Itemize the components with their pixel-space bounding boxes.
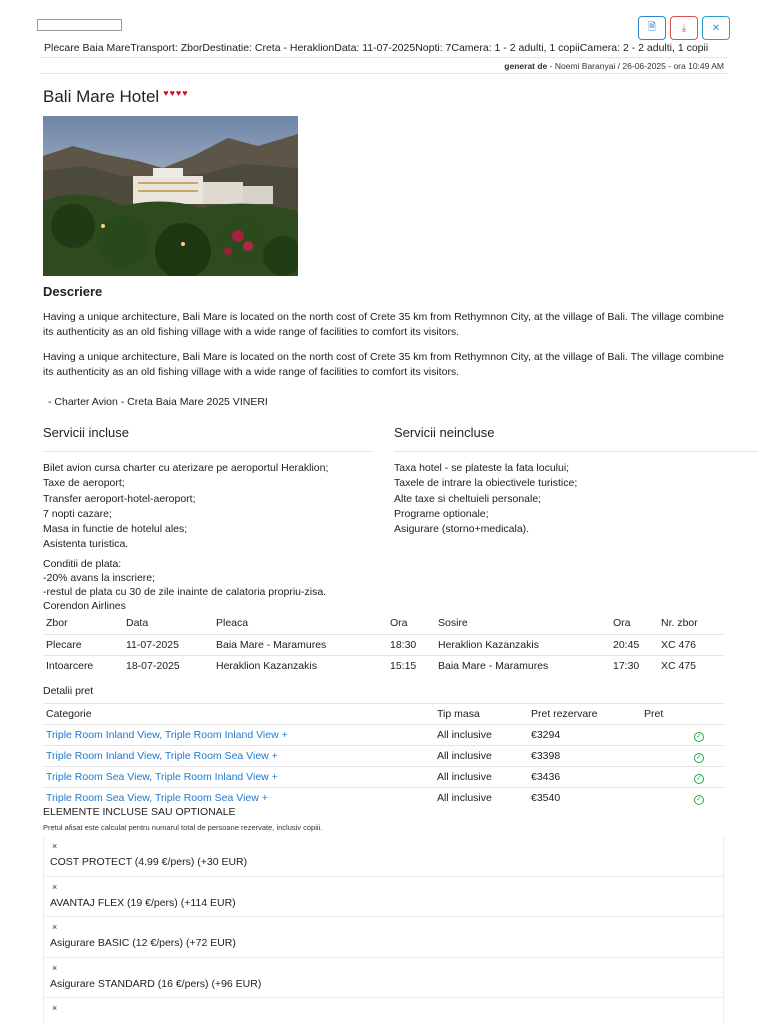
- check-icon[interactable]: ✓: [694, 732, 704, 742]
- table-cell: 18-07-2025: [123, 655, 213, 676]
- table-cell: [641, 788, 724, 809]
- column-header: Ora: [613, 617, 631, 630]
- room-category-link[interactable]: Triple Room Inland View, Triple Room Sea View +: [46, 750, 278, 762]
- table-cell: XC 475: [658, 655, 724, 676]
- column-header: Tip masa: [434, 704, 528, 725]
- room-category-link[interactable]: Triple Room Sea View, Triple Room Sea View +: [46, 792, 268, 805]
- info-camera-1: Camera: 1 - 2 adulti, 1 copii: [451, 42, 580, 54]
- table-cell: €3294: [528, 725, 641, 746]
- option-item: [43, 917, 724, 958]
- list-item: 7 nopti cazare;: [43, 507, 112, 520]
- list-item: Taxe de aeroport;: [43, 477, 125, 490]
- conditions-line: -restul de plata cu 30 de zile inainte de calatoria propriu-zisa.: [43, 586, 327, 598]
- table-cell: Heraklion Kazanzakis: [213, 655, 387, 676]
- table-cell: [43, 725, 434, 746]
- list-item: Alte taxe si cheltuieli personale;: [394, 492, 542, 505]
- column-header: Sosire: [438, 617, 468, 630]
- table-cell: All inclusive: [434, 725, 528, 746]
- list-item: Asigurare (storno+medicala).: [394, 523, 530, 536]
- table-row: [43, 634, 724, 655]
- hotel-name: Bali Mare Hotel: [43, 87, 160, 106]
- hotel-rating: ♥♥♥♥: [163, 88, 189, 98]
- column-header: Categorie: [43, 704, 434, 725]
- column-header: Pret: [641, 704, 724, 725]
- table-cell: [641, 725, 724, 746]
- option-label: Asigurare STANDARD (16 €/pers) (+96 EUR): [50, 977, 262, 990]
- hotel-title: [43, 87, 189, 107]
- table-cell: [43, 767, 434, 788]
- option-item: [43, 998, 724, 1024]
- table-cell: All inclusive: [434, 788, 528, 809]
- table-cell: [43, 746, 434, 767]
- included-services-list: [43, 461, 328, 553]
- divider: [43, 451, 373, 452]
- download-icon: ⤓: [681, 22, 687, 34]
- airline-name: Corendon Airlines: [43, 600, 126, 612]
- elements-heading: ELEMENTE INCLUSE SAU OPTIONALE: [43, 806, 236, 818]
- table-cell: Plecare: [43, 634, 123, 655]
- action-toolbar: [638, 16, 730, 40]
- generated-by: [504, 61, 724, 71]
- divider: [40, 57, 728, 58]
- table-row: [43, 746, 724, 767]
- generated-text: - Noemi Baranyai / 26-06-2025 - ora 10:49 AM: [547, 61, 724, 71]
- table-cell: 11-07-2025: [123, 634, 213, 655]
- included-services-heading: Servicii incluse: [43, 425, 129, 440]
- excluded-services-heading: Servicii neincluse: [394, 425, 495, 440]
- elements-note: Pretul afisat este calculat pentru numarul total de persoane rezervate, inclusiv copiii.: [43, 823, 323, 832]
- description-paragraph-1: Having a unique architecture, Bali Mare is located on the north cost of Crete 35 km from Rethymnon City, at the village of Bali. The village combine its authenticity as an old fishing village with a wide range of facilities to comfort its visitors.: [43, 311, 724, 338]
- room-category-link[interactable]: Triple Room Sea View, Triple Room Inland View +: [46, 771, 278, 783]
- table-cell: All inclusive: [434, 746, 528, 767]
- table-cell: Baia Mare - Maramures: [213, 634, 387, 655]
- table-row: [43, 655, 724, 676]
- table-row: [43, 767, 724, 788]
- info-plecare: Plecare Baia Mare: [44, 42, 131, 54]
- column-header: Ora: [390, 617, 408, 630]
- info-camera-2: Camera: 2 - 2 adulti, 1 copii: [579, 42, 709, 54]
- remove-option-icon[interactable]: ×: [52, 841, 58, 851]
- list-item: Asistenta turistica.: [43, 538, 129, 551]
- option-label: COST PROTECT (4.99 €/pers) (+30 EUR): [50, 856, 248, 868]
- table-row: [43, 725, 724, 746]
- remove-option-icon[interactable]: ×: [52, 881, 58, 892]
- table-cell: €3398: [528, 746, 641, 767]
- top-input-box[interactable]: [37, 19, 122, 31]
- table-cell: Heraklion Kazanzakis: [435, 634, 610, 655]
- hotel-photo-image: [43, 116, 298, 276]
- info-data: Data: 11-07-2025: [334, 42, 416, 54]
- list-item: Programe optionale;: [394, 507, 489, 520]
- remove-option-icon[interactable]: ×: [52, 1003, 58, 1013]
- table-cell: 15:15: [387, 655, 435, 676]
- trip-info-line: [44, 42, 734, 54]
- option-item: [43, 958, 724, 999]
- close-icon: ✕: [711, 22, 721, 34]
- remove-option-icon[interactable]: ×: [52, 962, 58, 973]
- check-icon[interactable]: ✓: [694, 795, 704, 805]
- list-item: Bilet avion cursa charter cu aterizare pe aeroportul Heraklion;: [43, 462, 329, 474]
- list-item: Taxa hotel - se plateste la fata locului;: [394, 462, 570, 474]
- table-header-row: [43, 613, 724, 634]
- remove-option-icon[interactable]: ×: [52, 922, 58, 932]
- price-details-title: Detalii pret: [43, 685, 94, 697]
- charter-info: - Charter Avion - Creta Baia Mare 2025 VINERI: [48, 396, 268, 408]
- payment-conditions: [43, 557, 326, 599]
- option-label: Asigurare BASIC (12 €/pers) (+72 EUR): [50, 937, 236, 949]
- table-cell: Baia Mare - Maramures: [435, 655, 610, 676]
- info-destinatie: Destinatie: Creta - Heraklion: [202, 42, 335, 54]
- table-header-row: [43, 704, 724, 725]
- option-label: AVANTAJ FLEX (19 €/pers) (+114 EUR): [50, 896, 236, 909]
- table-cell: 20:45: [610, 634, 658, 655]
- options-list: [43, 836, 724, 1024]
- hotel-photo: [43, 116, 298, 276]
- generated-label: generat de: [504, 61, 548, 71]
- flights-table: [43, 613, 724, 676]
- description-paragraph-2: Having a unique architecture, Bali Mare is located on the north cost of Crete 35 km from Rethymnon City, at the village of Bali. The village combine its authenticity as an old fishing village with a wide range of facilities to comfort its visitors.: [43, 351, 724, 378]
- check-icon[interactable]: ✓: [694, 774, 704, 784]
- info-transport: Transport: Zbor: [130, 42, 203, 54]
- list-item: Masa in functie de hotelul ales;: [43, 523, 188, 536]
- conditions-line: -20% avans la inscriere;: [43, 572, 156, 584]
- table-cell: All inclusive: [434, 767, 528, 788]
- document-icon: 🗎: [647, 21, 657, 33]
- column-header: Pret rezervare: [528, 704, 641, 725]
- column-header: Zbor: [46, 617, 68, 630]
- table-cell: [641, 767, 724, 788]
- conditions-line: Conditii de plata:: [43, 558, 122, 570]
- column-header: Pleaca: [216, 617, 249, 630]
- divider: [40, 73, 728, 74]
- option-item: [43, 836, 724, 877]
- close-button[interactable]: [702, 16, 730, 40]
- info-nopti: Nopti: 7: [415, 42, 452, 54]
- check-icon[interactable]: ✓: [694, 753, 704, 763]
- excluded-services-list: [394, 461, 577, 537]
- table-cell: €3436: [528, 767, 641, 788]
- table-cell: [641, 746, 724, 767]
- download-button[interactable]: [670, 16, 698, 40]
- list-item: Transfer aeroport-hotel-aeroport;: [43, 492, 196, 505]
- document-button[interactable]: [638, 16, 666, 40]
- column-header: Data: [126, 617, 149, 630]
- table-cell: 17:30: [610, 655, 658, 676]
- description-heading: Descriere: [43, 284, 103, 299]
- table-cell: Intoarcere: [43, 655, 123, 676]
- column-header: Nr. zbor: [661, 617, 698, 630]
- table-cell: XC 476: [658, 634, 724, 655]
- option-item: [43, 877, 724, 918]
- table-cell: 18:30: [387, 634, 435, 655]
- divider: [394, 451, 758, 452]
- room-category-link[interactable]: Triple Room Inland View, Triple Room Inland View +: [46, 729, 288, 741]
- prices-table: [43, 703, 724, 809]
- list-item: Taxele de intrare la obiectivele turistice;: [394, 477, 578, 490]
- table-cell: €3540: [528, 788, 641, 809]
